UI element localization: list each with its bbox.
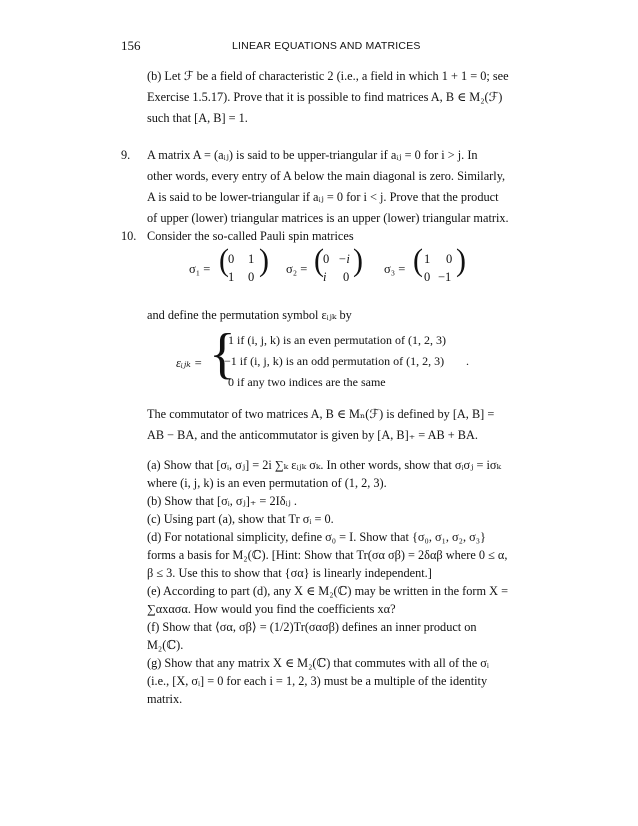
sigma1-a12: 1 xyxy=(248,252,255,266)
exercise-8b-line-2: Exercise 1.5.17). Prove that it is possible to find matrices A, B ∈ M₂(ℱ) xyxy=(147,90,503,104)
sigma3-right-paren: ) xyxy=(456,243,466,278)
sigma3-label: σ₃ = xyxy=(384,262,406,276)
sigma1-left-paren: ( xyxy=(219,243,229,278)
exercise-9-line-3: A is said to be lower-triangular if aᵢⱼ = 0 for i < j. Prove that the product xyxy=(147,190,499,204)
exercise-8b-line-3: such that [A, B] = 1. xyxy=(147,111,248,125)
sigma1-label: σ₁ = xyxy=(189,262,211,276)
commutator-line-1: The commutator of two matrices A, B ∈ Mₙ(ℱ) is defined by [A, B] = xyxy=(147,407,495,421)
sigma3-left-paren: ( xyxy=(413,243,423,278)
sigma1-right-paren: ) xyxy=(259,243,269,278)
sigma2-a22: 0 xyxy=(343,270,350,284)
exercise-9 xyxy=(147,145,527,229)
permutation-symbol-intro: and define the permutation symbol εᵢⱼₖ by xyxy=(147,308,352,322)
part-g-line-3: matrix. xyxy=(147,692,183,706)
epsilon-brace: { xyxy=(209,323,236,385)
sigma2-a11: 0 xyxy=(323,252,330,266)
sigma1-a11: 0 xyxy=(228,252,235,266)
part-a-line-1: (a) Show that [σᵢ, σⱼ] = 2i ∑ₖ εᵢⱼₖ σₖ. In other words, show that σᵢσⱼ = iσₖ xyxy=(147,458,502,472)
exercise-8b xyxy=(147,66,527,129)
sigma2-left-paren: ( xyxy=(314,243,324,278)
exercise-9-number: 9. xyxy=(121,148,131,162)
exercise-9-line-1: A matrix A = (aᵢⱼ) is said to be upper-triangular if aᵢⱼ = 0 for i > j. In xyxy=(147,148,478,162)
sigma2-right-paren: ) xyxy=(353,243,363,278)
part-d-line-2: forms a basis for M₂(ℂ). [Hint: Show that Tr(σα σβ) = 2δαβ where 0 ≤ α, xyxy=(147,548,508,562)
exercise-10-number: 10. xyxy=(121,229,137,243)
sigma3-a22: −1 xyxy=(438,270,452,284)
sigma2-label: σ₂ = xyxy=(286,262,308,276)
sigma3-a11: 1 xyxy=(424,252,431,266)
part-g-line-2: (i.e., [X, σᵢ] = 0 for each i = 1, 2, 3) must be a multiple of the identity xyxy=(147,674,488,688)
running-title: LINEAR EQUATIONS AND MATRICES xyxy=(232,40,421,52)
epsilon-case-odd: −1 if (i, j, k) is an odd permutation of (1, 2, 3) xyxy=(224,354,445,368)
page-number: 156 xyxy=(121,38,141,53)
exercise-10-intro: Consider the so-called Pauli spin matrices xyxy=(147,229,354,243)
commutator-line-2: AB − BA, and the anticommutator is given by [A, B]₊ = AB + BA. xyxy=(147,428,478,442)
commutator-definition xyxy=(147,404,527,446)
sigma1-a22: 0 xyxy=(248,270,255,284)
sigma3-a12: 0 xyxy=(446,252,453,266)
sigma1-a21: 1 xyxy=(228,270,235,284)
part-f-line-1: (f) Show that ⟨σα, σβ⟩ = (1/2)Tr(σασβ) defines an inner product on xyxy=(147,620,477,634)
epsilon-case-even: 1 if (i, j, k) is an even permutation of (1, 2, 3) xyxy=(228,333,446,347)
exercise-9-line-4: of upper (lower) triangular matrices is an upper (lower) triangular matrix. xyxy=(147,211,509,225)
part-c-line-1: (c) Using part (a), show that Tr σᵢ = 0. xyxy=(147,512,334,526)
part-d-line-1: (d) For notational simplicity, define σ₀ = I. Show that {σ₀, σ₁, σ₂, σ₃} xyxy=(147,530,486,544)
sigma2-a12: −i xyxy=(338,252,350,266)
sigma2-a21: i xyxy=(323,270,327,284)
part-a-line-2: where (i, j, k) is an even permutation of (1, 2, 3). xyxy=(147,476,387,490)
exercise-10-parts xyxy=(147,456,527,708)
sigma3-a21: 0 xyxy=(424,270,431,284)
part-f-line-2: M₂(ℂ). xyxy=(147,638,184,652)
part-e-line-2: ∑αxασα. How would you find the coefficients xα? xyxy=(147,602,396,616)
part-e-line-1: (e) According to part (d), any X ∈ M₂(ℂ) may be written in the form X = xyxy=(147,584,509,598)
epsilon-period: . xyxy=(466,354,469,368)
exercise-9-line-2: other words, every entry of A below the main diagonal is zero. Similarly, xyxy=(147,169,506,183)
epsilon-label: εᵢⱼₖ = xyxy=(176,356,203,370)
part-d-line-3: β ≤ 3. Use this to show that {σα} is linearly independent.] xyxy=(147,566,432,580)
exercise-8b-line-1: (b) Let ℱ be a field of characteristic 2 (i.e., a field in which 1 + 1 = 0; see xyxy=(147,69,509,83)
part-b-line-1: (b) Show that [σᵢ, σⱼ]₊ = 2Iδᵢⱼ . xyxy=(147,494,297,508)
epsilon-case-zero: 0 if any two indices are the same xyxy=(228,375,386,389)
part-g-line-1: (g) Show that any matrix X ∈ M₂(ℂ) that commutes with all of the σᵢ xyxy=(147,656,489,670)
